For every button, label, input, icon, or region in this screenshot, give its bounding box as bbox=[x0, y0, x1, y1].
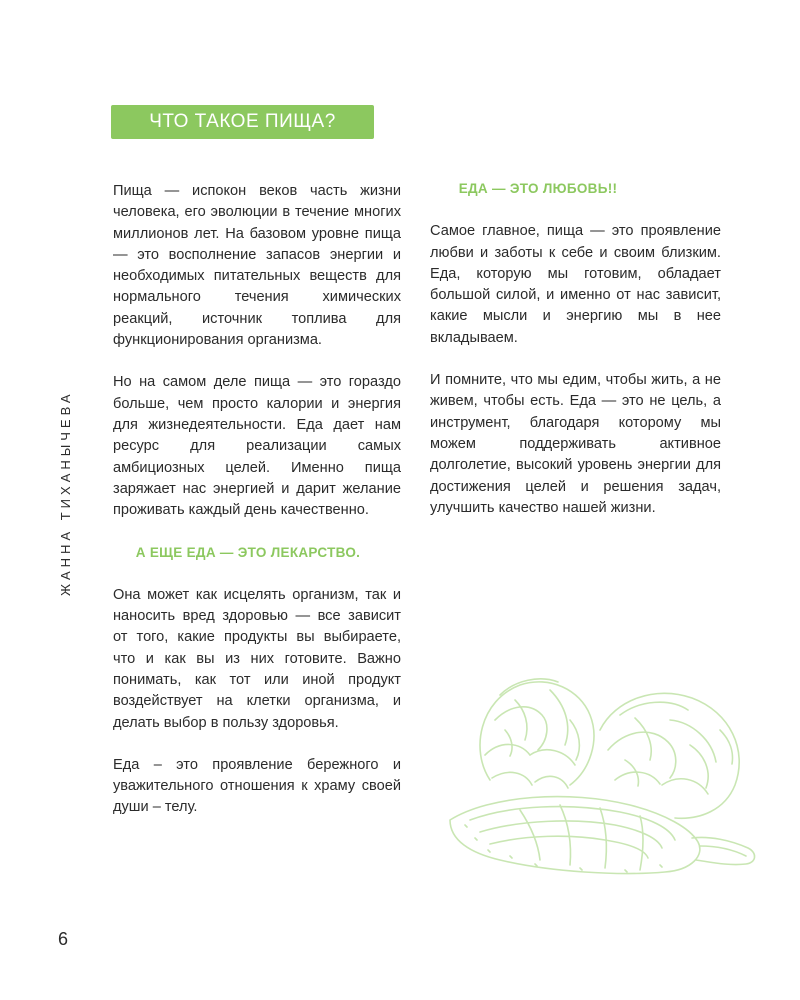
artichoke-half bbox=[450, 797, 755, 874]
paragraph: Она может как исцелять организм, так и наносить вред здоровью — все зависит от того, какие продукты вы выбираете, что и как вы из них готовите. Важно понимать, как тот или иной продукт воздействует на клетки организма, и делать выбор в пользу здоровья. bbox=[113, 586, 401, 731]
subheading-love: ЕДА — ЭТО ЛЮБОВЬ!! bbox=[458, 181, 618, 196]
artichoke-illustration bbox=[430, 660, 770, 920]
paragraph: Самое главное, пища — это проявление любви и заботы к себе и своим близким. Еда, которую мы готовим, обладает большой силой, и именно от нас зависит, какие мысли и энергию мы в нее вкладываем. bbox=[430, 223, 721, 346]
page-number: 6 bbox=[58, 929, 69, 949]
artichoke-left bbox=[480, 679, 594, 788]
section-title: ЧТО ТАКОЕ ПИЩА? bbox=[111, 105, 374, 139]
paragraph: И помните, что мы едим, чтобы жить, а не живем, чтобы есть. Еда — это не цель, а инструмент, благодаря которому мы можем поддерживать активное долголетие, высокий уровень энергии для достижения целей и решения задач, улучшить качество нашей жизни. bbox=[430, 372, 721, 516]
artichoke-right bbox=[600, 693, 739, 818]
paragraph: Еда – это проявление бережного и уважительного отношения к храму своей души – телу. bbox=[113, 756, 401, 816]
left-column bbox=[113, 181, 401, 840]
author-name-vertical: ЖАННА ТИХАНЫЧЕВА bbox=[58, 390, 73, 596]
right-column bbox=[430, 178, 721, 540]
paragraph: Пища — испокон веков часть жизни человека, его эволюции в течение многих миллионов лет. На базовом уровне пища — это восполнение запасов энергии и необходимых питательных веществ для нормального течения химических реакций, источник топлива для функционирования организма. bbox=[113, 183, 401, 349]
paragraph: Но на самом деле пища — это гораздо больше, чем просто калории и энергия для жизнедеятельности. Еда дает нам ресурс для реализации самых амбициозных целей. Именно пища заряжает нас энергией и дарит желание проживать каждый день качественно. bbox=[113, 374, 401, 519]
subheading-medicine: А ЕЩЕ ЕДА — ЭТО ЛЕКАРСТВО. bbox=[135, 545, 361, 561]
